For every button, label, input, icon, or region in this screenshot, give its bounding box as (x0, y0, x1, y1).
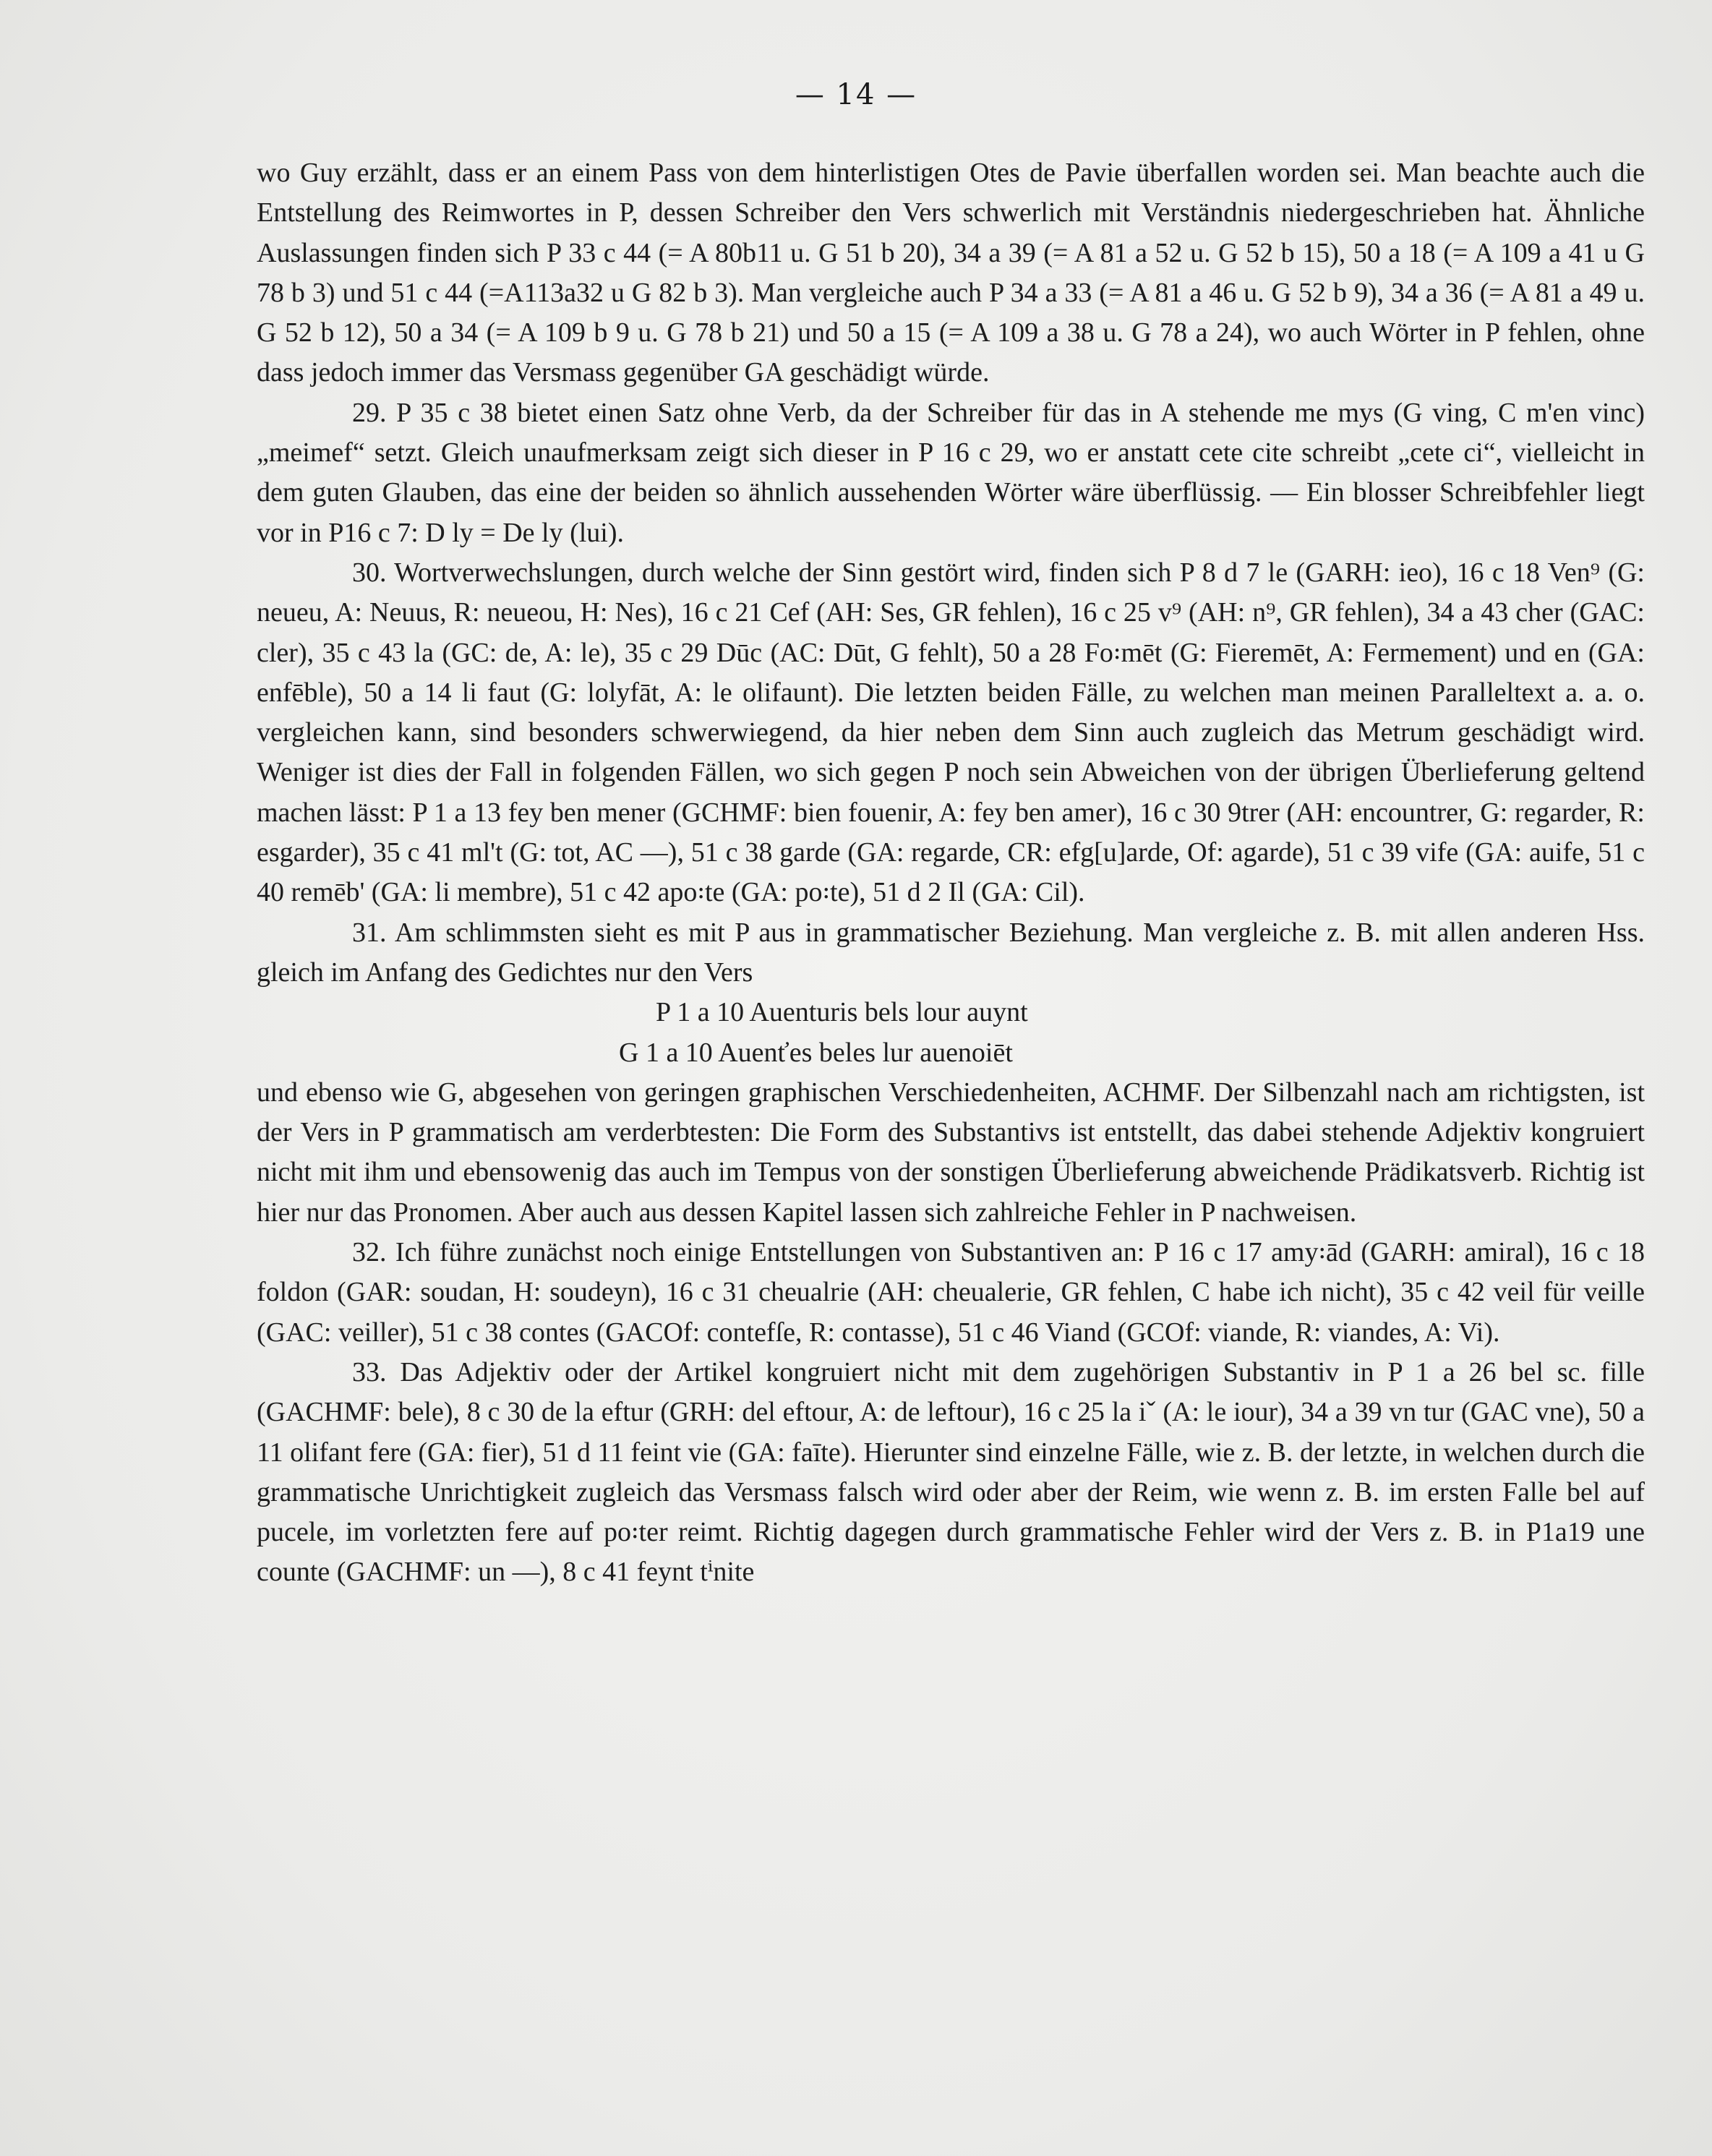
paragraph-30: 30. Wortverwechslungen, durch welche der Sinn gestört wird, finden sich P 8 d 7 le (GARH: ieo), 16 c 18 Ven⁹ (G: neueu, A: Neuus, R: neueou, H: Nes), 16 c 21 Cef (AH: Ses, GR fehlen), 16 c 25 v⁹ (AH: n⁹, GR fehlen), 34 a 43 cher (GAC: cler), 35 c 43 la (GC: de, A: le), 35 c 29 Dūc (AC: Dūt, G fehlt), 50 a 28 Fo꞉mēt (G: Fieremēt, A: Fermement) und en (GA: enfēble), 50 a 14 li faut (G: lolyfāt, A: le olifaunt). Die letzten beiden Fälle, zu welchen man meinen Paralleltext a. a. o. vergleichen kann, sind besonders schwerwiegend, da hier neben dem Sinn auch zugleich das Metrum geschädigt wird. Weniger ist dies der Fall in folgenden Fällen, wo sich gegen P noch sein Abweichen von der übrigen Überlieferung geltend machen lässt: P 1 a 13 fey ben mener (GCHMF: bien fouenir, A: fey ben amer), 16 c 30 9trer (AH: encountrer, G: regarder, R: esgarder), 35 c 41 ml't (G: tot, AC —), 51 c 38 garde (GA: regarde, CR: efg[u]arde, Of: agarde), 51 c 39 vife (GA: auife, 51 c 40 remēb' (GA: li membre), 51 c 42 apo꞉te (GA: po꞉te), 51 d 2 Il (GA: Cil). (257, 557, 1645, 908)
page-number: — 14 — (795, 78, 917, 111)
paragraph-31: 31. Am schlimmsten sieht es mit P aus in grammatischer Beziehung. Man vergleiche z. B. mit allen anderen Hss. gleich im Anfang des Gedichtes nur den Vers (257, 917, 1645, 988)
paragraph-29: 29. P 35 c 38 bietet einen Satz ohne Verb, da der Schreiber für das in A stehende me mys (G ving, C m'en vinc) „meimef“ setzt. Gleich unaufmerksam zeigt sich dieser in P 16 c 29, wo er anstatt cete cite schreibt „cete ci“, vielleicht in dem guten Glauben, das eine der beiden so ähnlich aussehenden Wörter wäre überflüssig. — Ein blosser Schreibfehler liegt vor in P16 c 7: D ly = De ly (lui). (257, 397, 1645, 548)
paragraph-28-continuation: wo Guy erzählt, dass er an einem Pass von dem hinterlistigen Otes de Pavie überfallen worden sei. Man beachte auch die Entstellung des Reimwortes in P, dessen Schreiber den Vers schwerlich mit Verständnis niedergeschrieben hat. Ähnliche Auslassungen finden sich P 33 c 44 (= A 80b11 u. G 51 b 20), 34 a 39 (= A 81 a 52 u. G 52 b 15), 50 a 18 (= A 109 a 41 u G 78 b 3) und 51 c 44 (=A113a32 u G 82 b 3). Man vergleiche auch P 34 a 33 (= A 81 a 46 u. G 52 b 9), 34 a 36 (= A 81 a 49 u. G 52 b 12), 50 a 34 (= A 109 b 9 u. G 78 b 21) und 50 a 15 (= A 109 a 38 u. G 78 a 24), wo auch Wörter in P fehlen, ohne dass jedoch immer das Versmass gegenüber GA geschädigt würde. (257, 158, 1645, 388)
paragraph-31-continuation: und ebenso wie G, abgesehen von geringen graphischen Verschiedenheiten, ACHMF. Der Silbenzahl nach am richtigsten, ist der Vers in P grammatisch am verderbtesten: Die Form des Substantivs ist entstellt, das dabei stehende Adjektiv kongruiert nicht mit ihm und ebensowenig das auch im Tempus von der sonstigen Überlieferung abweichende Prädikatsverb. Richtig ist hier nur das Pronomen. Aber auch aus dessen Kapitel lassen sich zahlreiche Fehler in P nachweisen. (257, 1077, 1645, 1228)
paragraph-32: 32. Ich führe zunächst noch einige Entstellungen von Substantiven an: P 16 c 17 amy꞉ād (GARH: amiral), 16 c 18 foldon (GAR: soudan, H: soudeyn), 16 c 31 cheualrie (AH: cheualerie, GR fehlen, C habe ich nicht), 35 c 42 veil für veille (GAC: veiller), 51 c 38 contes (GACOf: contefſe, R: contasse), 51 c 46 Viand (GCOf: viande, R: viandes, A: Vi). (257, 1237, 1645, 1348)
verse-g: G 1 a 10 Auenťes beles lur auenoiēt (619, 1037, 1013, 1068)
paragraph-33: 33. Das Adjektiv oder der Artikel kongruiert nicht mit dem zugehörigen Substantiv in P 1 a 26 bel sc. fille (GACHMF: bele), 8 c 30 de la eftur (GRH: del eftour, A: de leftour), 16 c 25 la iˇ (A: le iour), 34 a 39 vn tur (GAC vne), 50 a 11 olifant fere (GA: fier), 51 d 11 feint vie (GA: faīte). Hierunter sind einzelne Fälle, wie z. B. der letzte, in welchen durch die grammatische Unrichtigkeit zugleich das Versmass falsch wird oder aber der Reim, wie wenn z. B. im ersten Falle bel auf pucele, im vorletzten fere auf po꞉ter reimt. Richtig dagegen durch grammatische Fehler wird der Vers z. B. in P1a19 une counte (GACHMF: un —), 8 c 41 feynt tⁱnite (257, 1356, 1645, 1588)
verse-p: P 1 a 10 Auenturis bels lour auynt (656, 997, 1028, 1028)
body-text (257, 153, 1645, 1593)
